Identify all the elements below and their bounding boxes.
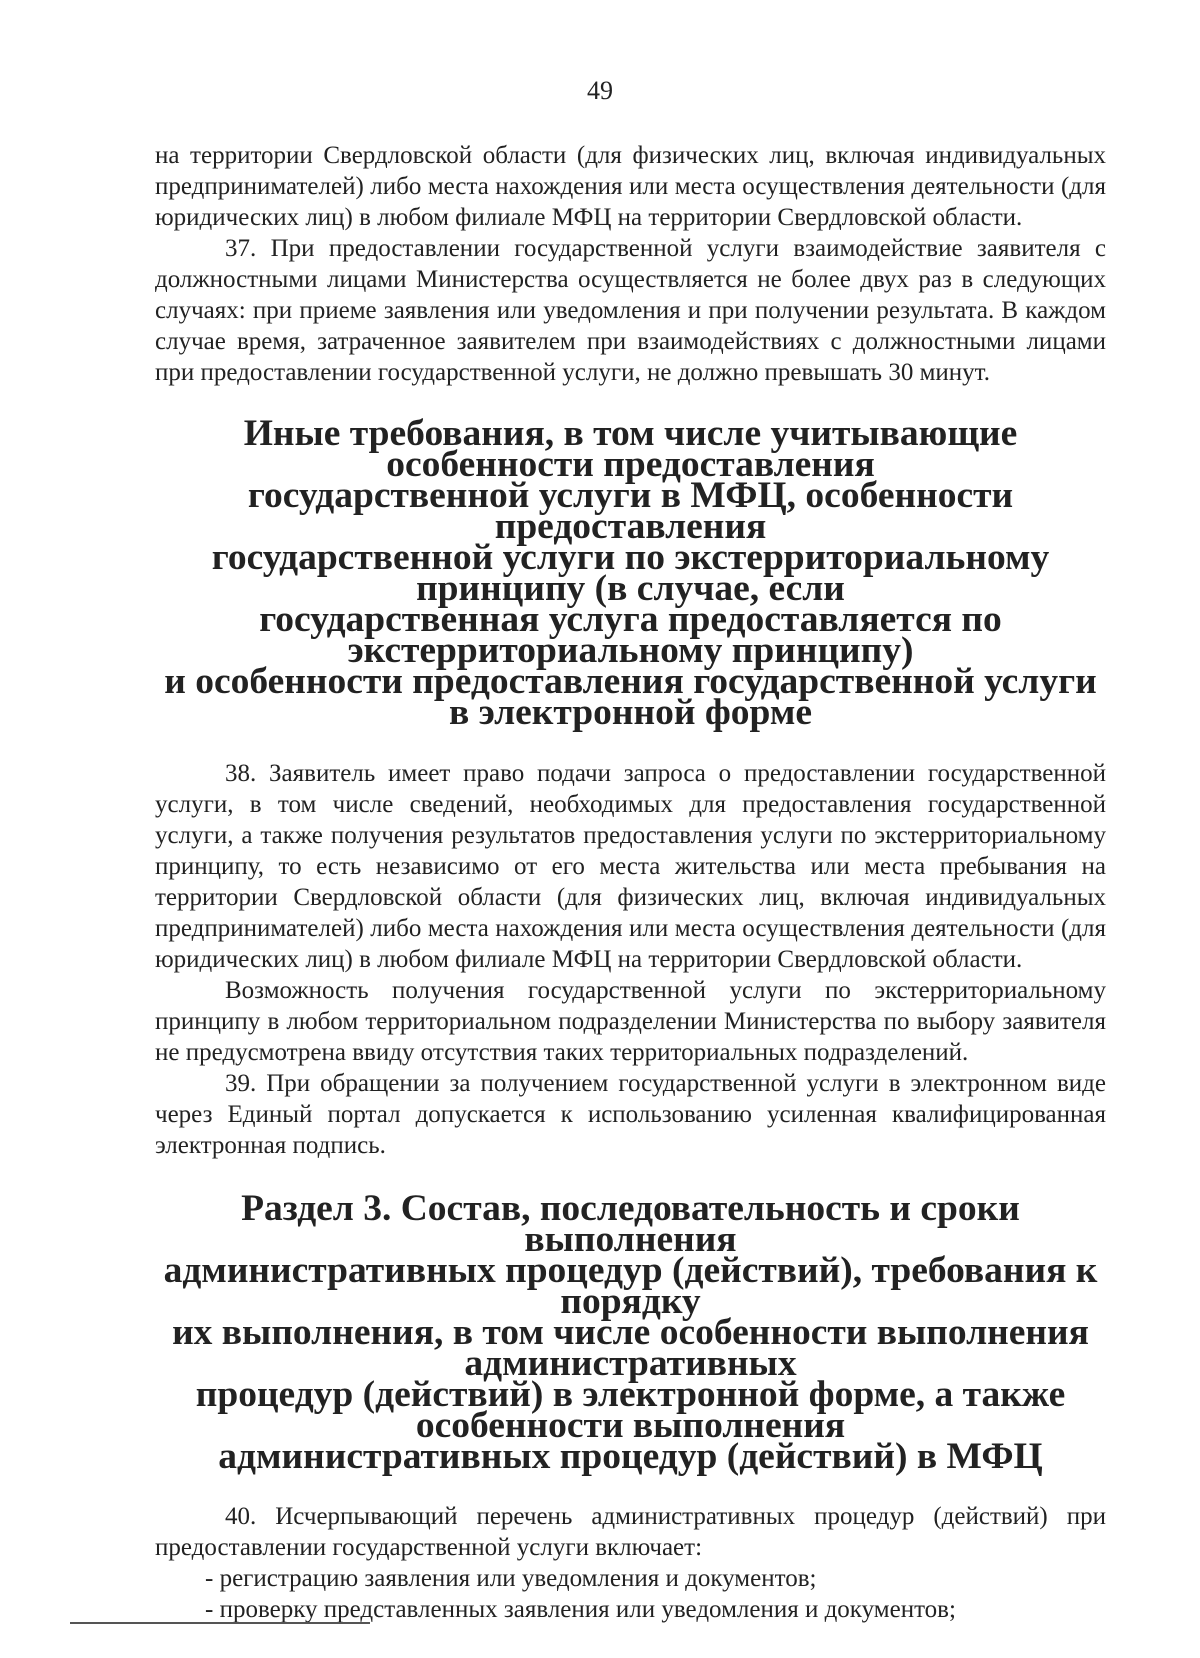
heading-line: Иные требования, в том числе учитывающие особенности предоставления	[243, 413, 1018, 485]
heading-line: государственная услуга предоставляется по экстерриториальному принципу)	[259, 599, 1002, 671]
footnote-divider	[70, 1622, 370, 1624]
document-body	[155, 140, 1106, 1625]
heading-line: Раздел 3. Состав, последовательность и сроки выполнения	[241, 1188, 1020, 1260]
paragraph-territorial: Возможность получения государственной услуги по экстерриториальному принципу в любом территориальном подразделении Министерства по выбору заявителя не предусмотрена ввиду отсутствия таких территориальных подразделений.	[155, 977, 1106, 1066]
paragraph-40: 40. Исчерпывающий перечень административных процедур (действий) при предоставлении государственной услуги включает:	[155, 1503, 1106, 1561]
section-heading-other-requirements	[155, 413, 1106, 733]
paragraph-continuation: на территории Свердловской области (для физических лиц, включая индивидуальных предпринимателей) либо места нахождения или места осуществления деятельности (для юридических лиц) в любом филиале МФЦ на территории Свердловской области.	[155, 142, 1106, 231]
heading-line: государственной услуги по экстерриториальному принципу (в случае, если	[211, 537, 1050, 609]
heading-line: процедур (действий) в электронной форме, а также особенности выполнения	[195, 1374, 1066, 1446]
page-number: 49	[587, 76, 613, 105]
heading-line: административных процедур (действий), требования к порядку	[163, 1250, 1098, 1322]
heading-line: их выполнения, в том числе особенности выполнения административных	[172, 1312, 1089, 1384]
list-item: - проверку представленных заявления или уведомления и документов;	[205, 1596, 956, 1623]
paragraph-38: 38. Заявитель имеет право подачи запроса о предоставлении государственной услуги, в том числе сведений, необходимых для предоставления государственной услуги, а также получения результатов предоставления услуги по экстерриториальному принципу, то есть независимо от его места жительства или места пребывания на территории Свердловской области (для физических лиц, включая индивидуальных предпринимателей) либо места нахождения или места осуществления деятельности (для юридических лиц) в любом филиале МФЦ на территории Свердловской области.	[155, 760, 1106, 973]
paragraph-37: 37. При предоставлении государственной услуги взаимодействие заявителя с должностными лицами Министерства осуществляется не более двух раз в следующих случаях: при приеме заявления или уведомления и при получении результата. В каждом случае время, затраченное заявителем при взаимодействиях с должностными лицами при предоставлении государственной услуги, не должно превышать 30 минут.	[155, 235, 1106, 386]
section-heading-section-3	[155, 1188, 1106, 1477]
heading-line: государственной услуги в МФЦ, особенности предоставления	[247, 475, 1014, 547]
list-item: - регистрацию заявления или уведомления и документов;	[205, 1565, 817, 1592]
heading-line: и особенности предоставления государственной услуги в электронной форме	[164, 661, 1097, 733]
paragraph-39: 39. При обращении за получением государственной услуги в электронном виде через Единый портал допускается к использованию усиленная квалифицированная электронная подпись.	[155, 1070, 1106, 1159]
heading-line: административных процедур (действий) в МФЦ	[218, 1436, 1043, 1477]
